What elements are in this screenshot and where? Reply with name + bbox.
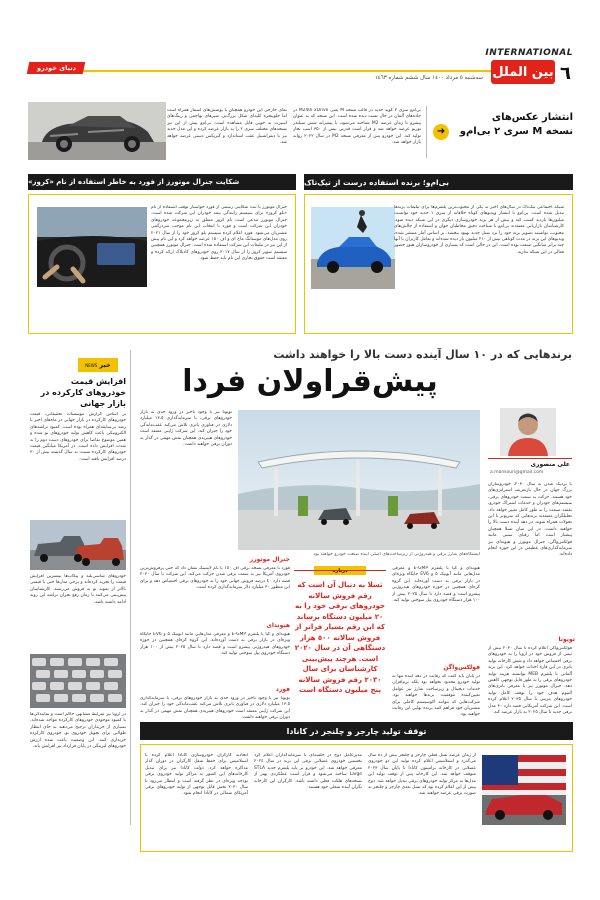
- brand-latin: INTERNATIONAL: [485, 48, 573, 58]
- tag-label: دنیای خودرو: [36, 64, 76, 72]
- subtitle-q3: جنرال موتورز: [249, 556, 290, 563]
- quote-rule-top: [294, 570, 386, 571]
- subtitle-q2: فولکس‌واگن: [443, 664, 480, 671]
- feature-kicker: برندهایی که در ١٠ سال آینده دست بالا را خواهند داشت: [273, 348, 572, 361]
- news-column-divider: [130, 350, 131, 825]
- feature-col-mid: هیوندای و کیا با پلتفرم E-GMP و معرفی مدل‌هایی مانند آیونیک ۵ و EV6 جایگاه ویژه‌ای در بازار برقی به دست آورده‌اند. این گروه کره‌ای همچنین در حوزه خودروهای هیدروژنی پیشرو است و قصد دارد تا سال ٢٠٢٥ بیش از ١٠٠ هزار دستگاه خودروی پیل سوختی تولید کند.: [392, 566, 480, 604]
- section-title: بین الملل: [492, 64, 554, 80]
- feature-col-bottom-right: در پایان باید گفت که رقابت در دهه آینده تنها به تولید خودرو محدود نخواهد بود بلکه نرم‌افزار، خدمات دیجیتال و زیرساخت شارژ نیز عوامل تعیین‌کننده موفقیت برندها خواهند بود. شرکت‌هایی که بتوانند اکوسیستم کاملی برای مشتریان خود فراهم کنند برنده نهایی این رقابت خواهند بود.: [392, 674, 480, 718]
- news-body-3: در اروپا نیز شرایط مشابهی حاکم است و نمایندگی‌ها با کمبود موجودی خودروهای کارکرده مواجه شده‌اند. بسیاری از خریداران ترجیح می‌دهند به جای انتظار طولانی برای تحویل خودروی نو، خودروی کارکرده خریداری کنند. این وضعیت باعث شده ارزش خودروهای لیزینگی در پایان قرارداد نیز افزایش یابد.: [30, 712, 126, 750]
- feature-col-left: تویوتا نیز با وجود تاخیر در ورود جدی به بازار خودروهای برقی، با سرمایه‌گذاری ١٣.٥ میلیارد دلاری در فناوری باتری تلاش می‌کند عقب‌ماندگی خود را جبران کند. این شرکت ژاپنی معتقد است خودروهای هیبریدی همچنان نقش مهمی در گذار به دوران برقی خواهند داشت.: [140, 410, 232, 448]
- author-rule: [488, 458, 572, 459]
- news-tag: خبر: [99, 361, 111, 369]
- story-gm: [28, 174, 296, 334]
- teaser-title-line2: نسخه M سری ۲ بی‌ام‌و: [459, 126, 573, 137]
- story-canada-frame: [140, 744, 573, 852]
- car-dashboard-image: [37, 207, 147, 287]
- teaser-body-1: بی‌ام‌و سری ۲ کوپه جدید در قالب نسخه M یعنی M240i xDrive در جاده‌های آلمان در حال تست دیده شده است. این نسخه که به عنوان پیشرو تا زمان عرضه M2 شناخته می‌شود، با پیشرانه شش سیلندر توربو عرضه خواهد شد و قرار است قدرتی بیش از ۳۵۰ اسب بخار تولید کند. این خودرو پس از معرفی نسخه M2 در سال ۲۰۲۲ روانه بازار خواهد شد.: [293, 108, 421, 146]
- story-canada: [140, 722, 573, 832]
- author-portrait: [500, 408, 556, 456]
- story-canada-col-right: از زمان عرضه نسل فعلی چارجر و چلنجر بیش از ده سال می‌گذرد و استلانتیس اعلام کرده تولید این دو خودروی عضلانی در کارخانه برامپتون کانادا تا پایان سال ٢٠٢٣ متوقف خواهد شد. این کارخانه پس از توقف تولید این مدل‌ها به مرکز تولید خودروهای برقی تبدیل خواهد شد. دوج پیش از این اعلام کرده بود که نسل بعدی چارجر و چلنجر به صورت برقی عرضه خواهند شد.: [368, 753, 476, 797]
- story-canada-photo: [482, 755, 566, 825]
- news-photo-2: [30, 654, 126, 708]
- pull-quote: تسلا به دنبال آن است که رقم فروش سالانه خودروهای برقی خود را به ٢٠ میلیون دستگاه برساند که این رقم بسیار فراتر از فروش سالانه ٥٠٠ هزار دستگاهی آن در سال ٢٠٢٠ است. هرچند پیش‌بینی کارشناسان برای سال ٢٠٣٠ رقم فروش سالانه پنج میلیون دستگاه است: [294, 581, 386, 694]
- story-gm-body: جنرال موتورز با ثبت شکایتی رسمی از فورد خواستار توقف استفاده از نام «بلو کروز» برای سیستم رانندگی نیمه خودران این شرکت شده است. جنرال موتورز مدعی است نام کروز متعلق به زیرمجموعه خودروهای خودران این شرکت است و فورد با انتخاب این نام موجب سردرگمی مشتریان می‌شود. فورد اعلام کرده سیستم بلو کروز خود را از سال ٢٠٢١ روی مدل‌های موستانگ ماخ ای و اف ١٥٠ عرضه خواهد کرد و این نام پیش از این نیز در تبلیغات این شرکت استفاده شده است. جنرال موتورز همچنین سیستم سوپر کروز را از سال ٢٠١٧ روی خودروهای کادیلاک ارائه کرده و معتقد است حقوق تجاری این نام باید حفظ شود.: [151, 205, 287, 262]
- dodge-flag-image: [482, 755, 566, 825]
- car-lot-image: [30, 654, 126, 708]
- story-bmw-headline: بی‌ام‌و؛ برنده استفاده درست از تیک‌تاک: [304, 177, 449, 187]
- story-gm-photo: [37, 207, 147, 287]
- section-title-tab: [491, 60, 555, 84]
- charging-station-image: [238, 410, 480, 550]
- story-gm-frame: [28, 194, 296, 334]
- subtitle-q1: تویوتا: [558, 636, 575, 643]
- news-body-2: خودروهای شاسی‌بلند و پیکاپ‌ها بیشترین افزایش قیمت را تجربه کرده‌اند و برخی مدل‌ها حتی با قیمتی بالاتر از نمونه نو به فروش می‌رسند. کارشناسان پیش‌بینی می‌کنند تا زمان رفع بحران تراشه این روند ادامه داشته باشد.: [30, 574, 126, 605]
- teaser-divider: [426, 106, 427, 158]
- masthead: [28, 48, 573, 88]
- feature-caption: ایستگاه‌های شارژ برقی و هیدروژنی از زیرساخت‌های اصلی آینده صنعت خودرو خواهند بود: [313, 552, 480, 557]
- news-body-1: بر اساس گزارش موسسات تحقیقاتی، قیمت خودروهای کارکرده در بازار جهانی در ماه‌های اخیر با رشد بی‌سابقه‌ای همراه بوده است. کمبود تراشه‌های الکترونیکی باعث کاهش تولید خودروهای نو شده و همین موضوع تقاضا برای خودروهای دست دوم را به شدت افزایش داده است. در آمریکا میانگین قیمت خودروهای کارکرده نسبت به سال گذشته بیش از ٣٠ درصد افزایش یافته است.: [30, 412, 126, 462]
- masthead-rule: [81, 70, 491, 72]
- story-bmw-frame: [304, 194, 573, 334]
- story-gm-headline: شکایت جنرال موتورز از فورد به خاطر استفاده از نام «کروز»: [28, 178, 240, 186]
- camouflaged-car-image: [28, 102, 166, 160]
- feature-intro: با نزدیک شدن به سال ٢٠٣٠، خودروسازان بزرگ جهان در حال بازتعریف استراتژی‌های خود هستند. حرکت به سمت خودروهای برقی، سیستم‌های خودران و خدمات اشتراک خودرو، نقشه صنعت را به طور کامل تغییر خواهد داد. تحلیلگران معتقدند برندهایی که سریع‌تر با این تحولات همراه شوند، در دهه آینده دست بالا را خواهند داشت. در این میان تسلا همچنان پیشتاز است اما رقبای سنتی مانند فولکس‌واگن، جنرال موتورز و هیوندای نیز سرمایه‌گذاری‌های عظیمی در این حوزه انجام داده‌اند.: [488, 482, 572, 558]
- feature-col-bottom-left-2: هیوندای و کیا با پلتفرم E-GMP و معرفی مدل‌هایی مانند آیونیک ۵ و EV6 جایگاه ویژه‌ای در بازار برقی به دست آورده‌اند. این گروه کره‌ای همچنین در حوزه خودروهای هیدروژنی پیشرو است و قصد دارد تا سال ٢٠٢٥ بیش از ١٠٠ هزار دستگاه خودروی پیل سوختی تولید کند.: [140, 632, 290, 657]
- story-canada-headline-bar: [140, 722, 573, 740]
- news-tag-sub: NEWS: [85, 362, 98, 368]
- author-name: علی منصوری: [530, 461, 570, 468]
- teaser-title-line1: انتشار عکس‌های: [491, 112, 573, 123]
- teaser-photo: [28, 102, 166, 160]
- feature-col-right: فولکس‌واگن اعلام کرده تا سال ٢٠٣٠ بیش از نیمی از فروش خود در اروپا را به خودروهای برقی اختصاص خواهد داد و شش کارخانه تولید باتری در این قاره احداث خواهد کرد. این برند آلمانی با پلتفرم MEB توانسته هزینه تولید خودروهای برقی را به طور قابل توجهی کاهش دهد. جنرال موتورز نیز با معرفی باتری‌های التیوم هدف خود را توقف کامل تولید خودروهای بنزینی تا سال ٢٠٣٥ اعلام کرده است. این شرکت آمریکایی قصد دارد ٣٠ مدل برقی جدید تا سال ٢٠٢٥ به بازار عرضه کند.: [488, 646, 572, 716]
- news-tag-box: [78, 358, 118, 372]
- story-gm-headline-bar: [28, 174, 296, 190]
- story-canada-col-mid: مدیرعامل دوج در جلسه‌ای با سرمایه‌گذاران اعلام کرد نخستین خودروی عضلانی برقی این برند در سال ٢٠٢٤ معرفی خواهد شد. این خودرو بر پایه پلتفرم جدید STLA Large ساخته می‌شود و قرار است عملکردی بهتر از نسخه‌های هلکت فعلی داشته باشد. کارگران این کارخانه نگران آینده شغلی خود هستند.: [254, 753, 362, 791]
- story-bmw-headline-bar: [304, 174, 573, 190]
- author-email: a.mansouri@gmail.com: [490, 470, 544, 475]
- story-canada-col-left: اتحادیه کارگران خودروسازی کانادا اعلام کرده با استلانتیس برای حفظ شغل کارگران در دوران گذار مذاکره خواهد کرد. دولت کانادا نیز برای تبدیل کارخانه‌های این کشور به مراکز تولید خودروی برقی بودجه ویژه‌ای در نظر گرفته است و انتظار می‌رود تا سال ٢٠٣٠ بخش قابل توجهی از تولید خودروهای برقی آمریکای شمالی در کانادا انجام شود.: [145, 753, 248, 797]
- story-bmw-body: شبکه اجتماعی تیک‌تاک در سال‌های اخیر به یکی از محبوب‌ترین پلتفرم‌ها برای تبلیغات برندها تبدیل شده است. بی‌ام‌و با انتشار ویدیوهای کوتاه خلاقانه از سری ۱ جدید خود توانست میلیون‌ها بازدید کسب کند و بیش از هر برند خودروسازی دیگری در این شبکه دیده شود. کارشناسان بازاریابی معتقدند بی‌ام‌و با شناخت دقیق مخاطبان جوان و استفاده از چالش‌های محبوب، توانسته تصویر برند خود را نزد نسل جدید بهبود ببخشد. بر اساس آمار منتشر شده، ویدیوهای این برند در مدت کوتاهی بیش از ٢١٠ میلیون بار دیده شده‌اند و تعامل کاربران با آنها چند برابر میانگین صنعت بوده است. این در حالی است که بسیاری از خودروسازان هنوز حضور فعالی در این شبکه ندارند.: [394, 205, 564, 255]
- teaser-body-2: نمای خارجی این خودرو همچنان با پوشش‌های استتار همراه است اما جلوپنجره کلیه‌ای شکل بزرگ‌تر، سپرهای تهاجمی و رینگ‌های اسپرت به خوبی قابل مشاهده است. بی‌ام‌و پیش از این نیز نسخه‌های مختلف سری ۲ را به بازار عرضه کرده و این مدل جدید نیز با دیفرانسیل ‌عقب استاندارد و گیربکس دستی عرضه خواهد شد.: [167, 108, 287, 146]
- news-headline: افزایش قیمت خودروهای کارکرده در بازار جهانی: [40, 377, 126, 408]
- feature-hero-photo: [238, 410, 480, 550]
- subtitle-q4: هیوندای: [266, 622, 290, 629]
- news-column: [28, 352, 126, 827]
- teaser-arrow: [433, 124, 449, 140]
- feature-col-bottom-left: فورد با معرفی نسخه برقی اف ١٥٠ با نام لایتنینگ نشان داد که حتی پرفروش‌ترین خودروی آمریکا نیز به سمت برقی شدن حرکت می‌کند. این شرکت تا سال ٢٠٣٠ قصد دارد ٤٠ درصد فروش جهانی خود را به خودروهای برقی اختصاص دهد و برای این منظور ٣٠ میلیارد دلار سرمایه‌گذاری کرده است.: [140, 566, 290, 591]
- page-number: ٦: [560, 63, 571, 84]
- blue-bmw-image: [311, 207, 395, 289]
- arrow-left-icon: ➜: [436, 126, 446, 137]
- pickup-trucks-image: [30, 520, 126, 570]
- story-canada-headline: توقف تولید چارجر و چلنجر در کانادا: [286, 726, 427, 736]
- story-bmw-photo: [311, 207, 395, 289]
- tag-badge: [27, 62, 86, 74]
- author-photo: [500, 408, 556, 456]
- teaser-title-box: [455, 112, 573, 156]
- teaser-section: [28, 102, 573, 162]
- feature-col-bottom-left-3: تویوتا نیز با وجود تاخیر در ورود جدی به بازار خودروهای برقی، با سرمایه‌گذاری ١٣.٥ میلیارد دلاری در فناوری باتری تلاش می‌کند عقب‌ماندگی خود را جبران کند. این شرکت ژاپنی معتقد است خودروهای هیبریدی همچنان نقش مهمی در گذار به دوران برقی خواهند داشت.: [140, 696, 290, 721]
- issue-line: سه‌شنبه ٥ مرداد ١٤٠٠ سال ششم شماره ١٤٦٣: [374, 75, 483, 81]
- feature-headline: پیش‌قراولان فردا: [182, 364, 438, 399]
- subtitle-q5: فورد: [275, 686, 290, 693]
- news-photo-1: [30, 520, 126, 570]
- author-box: [488, 408, 572, 478]
- story-bmw: [304, 174, 573, 334]
